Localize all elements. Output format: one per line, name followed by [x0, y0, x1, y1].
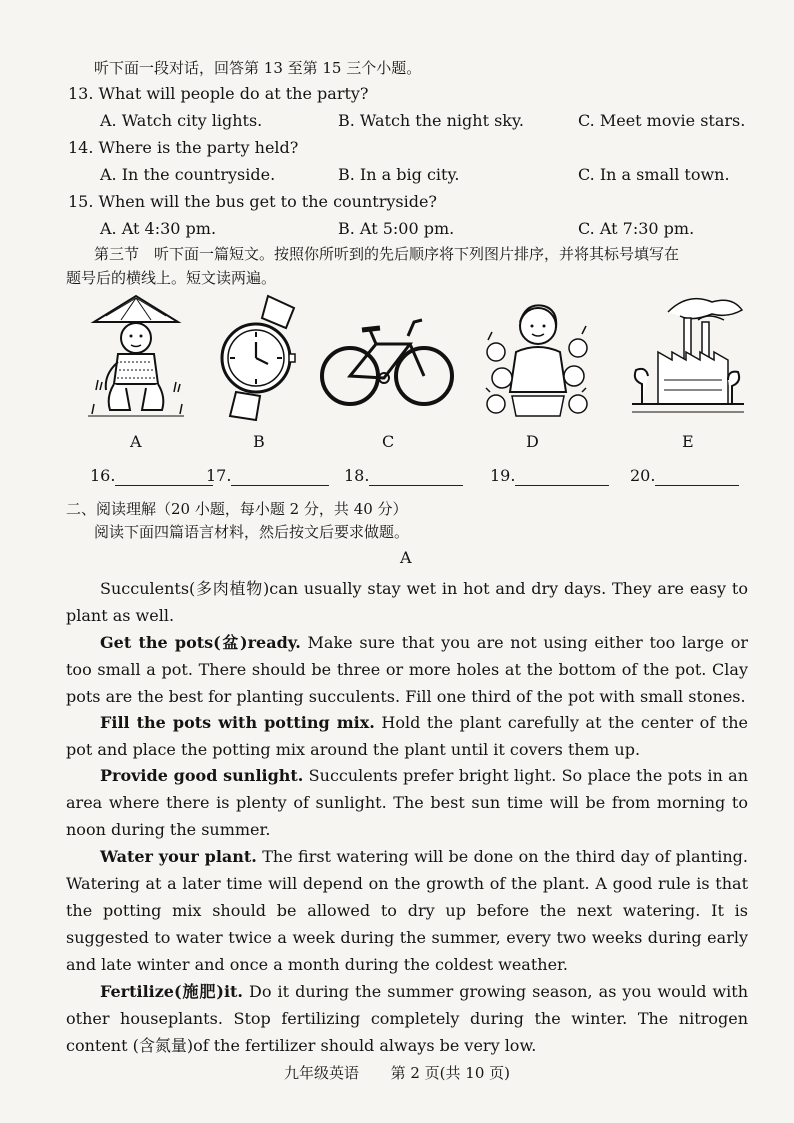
reading-heading: 二、阅读理解（20 小题，每小题 2 分，共 40 分）	[66, 500, 408, 518]
footer-page-number: 第 2 页(共 10 页)	[390, 1064, 510, 1082]
woman-flowers-icon	[482, 292, 592, 422]
bicycle-icon	[318, 292, 456, 422]
blank-number: 18.	[344, 466, 370, 485]
answer-line[interactable]	[655, 469, 739, 486]
picture-label-b: B	[253, 432, 265, 451]
section3-instruction-line2: 题号后的横线上。短文读两遍。	[66, 269, 277, 287]
question-15-option-a: A. At 4:30 pm.	[100, 219, 217, 238]
step-title: Fertilize(施肥)it.	[100, 982, 244, 1001]
step-title: Provide good sunlight.	[100, 766, 304, 785]
section3-instruction-line1: 第三节 听下面一篇短文。按照你所听到的先后顺序将下列图片排序，并将其标号填写在	[94, 245, 680, 263]
step-text: The first watering will be done on the third day of planting. Watering at a later time will depend on the growth of the plant. A good rule is that the potting mix should be allowed to dry up before the next watering. It is suggested to water twice a week during the summer, every two weeks during early and late winter and once a month during the coldest weather.	[66, 847, 748, 974]
question-14-option-b: B. In a big city.	[338, 165, 460, 184]
passage-label: A	[400, 548, 412, 567]
answer-blank-17[interactable]	[206, 466, 329, 486]
question-15-option-c: C. At 7:30 pm.	[578, 219, 695, 238]
picture-b	[216, 292, 300, 422]
picture-e	[628, 292, 748, 422]
step-text: Do it during the summer growing season, as you would with other houseplants. Stop fertilizing completely during the winter. The nitrogen content (含氮量)of the fertilizer should always be very low.	[66, 982, 749, 1055]
question-14-option-c: C. In a small town.	[578, 165, 730, 184]
blank-number: 19.	[490, 466, 516, 485]
question-15: 15. When will the bus get to the countryside?	[68, 192, 438, 211]
wristwatch-icon	[216, 292, 300, 422]
blank-number: 20.	[630, 466, 656, 485]
picture-d	[482, 292, 592, 422]
answer-blank-18[interactable]	[344, 466, 463, 486]
step-text: Make sure that you are not using either too large or too small a pot. There should be three or more holes at the bottom of the pot. Clay pots are the best for planting succulents. Fill one third of the pot with small stones.	[66, 633, 748, 706]
picture-label-c: C	[382, 432, 395, 451]
step-text: Succulents prefer bright light. So place the pots in an area where there is plenty of sunlight. The best sun time will be from morning to noon during the summer.	[66, 766, 748, 839]
step-text: Hold the plant carefully at the center of the pot and place the potting mix around the plant until it covers them up.	[66, 713, 748, 759]
question-13-option-a: A. Watch city lights.	[100, 111, 263, 130]
listening-instruction: 听下面一段对话，回答第 13 至第 15 三个小题。	[94, 59, 422, 77]
picture-a	[86, 292, 186, 422]
reading-instruction: 阅读下面四篇语言材料，然后按文后要求做题。	[94, 523, 410, 541]
blank-number: 16.	[90, 466, 116, 485]
picture-label-e: E	[682, 432, 694, 451]
step-pots	[66, 629, 748, 710]
blank-number: 17.	[206, 466, 232, 485]
step-title: Fill the pots with potting mix.	[100, 713, 375, 732]
answer-line[interactable]	[515, 469, 609, 486]
question-14-option-a: A. In the countryside.	[100, 165, 276, 184]
question-13-option-c: C. Meet movie stars.	[578, 111, 746, 130]
question-13: 13. What will people do at the party?	[68, 84, 369, 103]
step-title: Get the pots(盆)ready.	[100, 633, 301, 652]
step-potting-mix	[66, 709, 748, 763]
question-14: 14. Where is the party held?	[68, 138, 299, 157]
farmer-planting-icon	[86, 292, 186, 422]
answer-blank-20[interactable]	[630, 466, 739, 486]
picture-label-a: A	[130, 432, 142, 451]
picture-label-d: D	[526, 432, 539, 451]
picture-c	[318, 292, 456, 422]
answer-line[interactable]	[115, 469, 213, 486]
answer-blank-16[interactable]	[90, 466, 213, 486]
footer-subject: 九年级英语	[284, 1064, 360, 1082]
factory-pollution-icon	[628, 292, 748, 422]
answer-line[interactable]	[369, 469, 463, 486]
step-sunlight	[66, 762, 748, 843]
passage-intro: Succulents(多肉植物)can usually stay wet in hot and dry days. They are easy to plant as well.	[66, 579, 748, 625]
answer-blank-19[interactable]	[490, 466, 609, 486]
question-13-option-b: B. Watch the night sky.	[338, 111, 524, 130]
page-footer	[0, 1062, 794, 1083]
question-15-option-b: B. At 5:00 pm.	[338, 219, 455, 238]
step-water	[66, 843, 748, 978]
step-fertilize	[66, 978, 748, 1059]
answer-line[interactable]	[231, 469, 329, 486]
step-title: Water your plant.	[100, 847, 257, 866]
